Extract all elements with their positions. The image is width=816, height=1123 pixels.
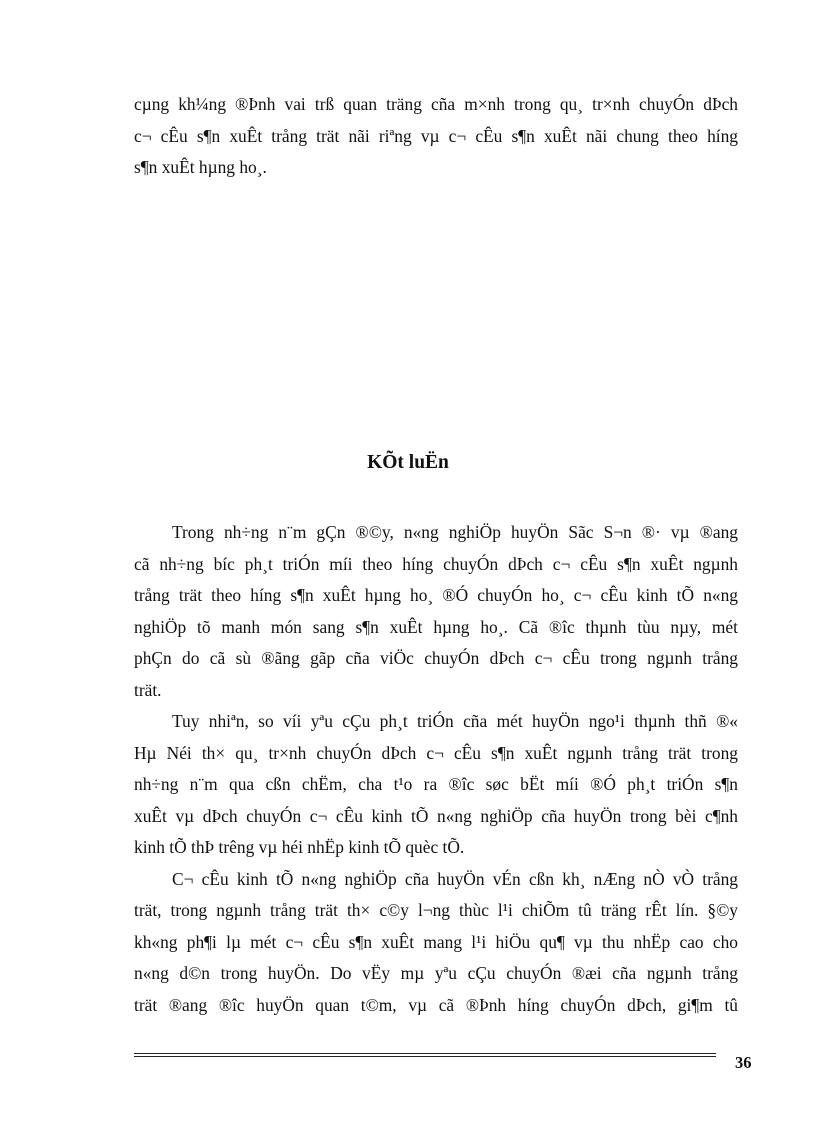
text-line: kh«ng ph¶i lµ mét c¬ cÊu s¶n xuÊt mang l¹i hiÖu qu¶ vµ thu nhËp cao cho [134, 931, 738, 952]
text-line: cµng kh¼ng ®Þnh vai trß quan träng cña m×nh trong qu¸ tr×nh chuyÓn dÞch [134, 94, 738, 114]
paragraph-2 [134, 706, 738, 864]
section-title: KÕt luËn [367, 452, 449, 473]
paragraph-1 [134, 517, 738, 706]
paragraph-3 [134, 864, 738, 1022]
footer-rule [134, 1053, 716, 1054]
text-line: trång trät theo híng s¶n xuÊt hµng ho¸ ®Ó chuyÓn ho¸ c¬ cÊu kinh tÕ n«ng [134, 585, 738, 605]
text-line: s¶n xuÊt hµng ho¸. [134, 157, 267, 177]
text-line: phÇn do cã sù ®ãng gãp cña viÖc chuyÓn dÞch c¬ cÊu trong ngµnh trång [134, 648, 738, 668]
text-line: Tuy nhiªn, so víi yªu cÇu ph¸t triÓn cña mét huyÖn ngo¹i thµnh thñ ®« [172, 711, 738, 731]
text-line: C¬ cÊu kinh tÕ n«ng nghiÖp cña huyÖn vÉn cßn kh¸ nÆng nÒ vÒ trång [172, 868, 738, 889]
text-line: nh÷ng n¨m qua cßn chËm, cha t¹o ra ®îc søc bËt míi ®Ó ph¸t triÓn s¶n [134, 774, 738, 794]
text-line: kinh tÕ thÞ trêng vµ héi nhËp kinh tÕ quèc tÕ. [134, 837, 465, 857]
text-line: trät, trong ngµnh trång trät th× c©y l¬ng thùc l¹i chiÕm tû träng rÊt lín. §©y [134, 900, 738, 920]
text-line: n«ng d©n trong huyÖn. Do vËy mµ yªu cÇu chuyÓn ®æi cña ngµnh trång [134, 963, 738, 983]
text-line: cã nh÷ng bíc ph¸t triÓn míi theo híng chuyÓn dÞch c¬ cÊu s¶n xuÊt ngµnh [134, 553, 738, 574]
conclusion-body [134, 517, 738, 1021]
text-line: Trong nh÷ng n¨m gÇn ®©y, n«ng nghiÖp huyÖn Sãc S¬n ®· vµ ®ang [172, 522, 738, 542]
footer-rule [134, 1056, 716, 1057]
text-line: trät. [134, 679, 162, 700]
text-line: xuÊt vµ dÞch chuyÓn c¬ cÊu kinh tÕ n«ng nghiÖp cña huyÖn trong bèi c¶nh [134, 805, 738, 826]
text-line: Hµ Néi th× qu¸ tr×nh chuyÓn dÞch c¬ cÊu s¶n xuÊt ngµnh trång trät trong [134, 742, 738, 763]
text-line: c¬ cÊu s¶n xuÊt trång trät nãi riªng vµ c¬ cÊu s¶n xuÊt nãi chung theo híng [134, 125, 738, 146]
continued-paragraph [134, 89, 738, 184]
text-line: nghiÖp tõ manh món sang s¶n xuÊt hµng ho¸. Cã ®îc thµnh tùu nµy, mét [134, 616, 738, 637]
page-number: 36 [735, 1053, 752, 1072]
text-line: trät ®ang ®îc huyÖn quan t©m, vµ cã ®Þnh híng chuyÓn dÞch, gi¶m tû [134, 994, 738, 1015]
